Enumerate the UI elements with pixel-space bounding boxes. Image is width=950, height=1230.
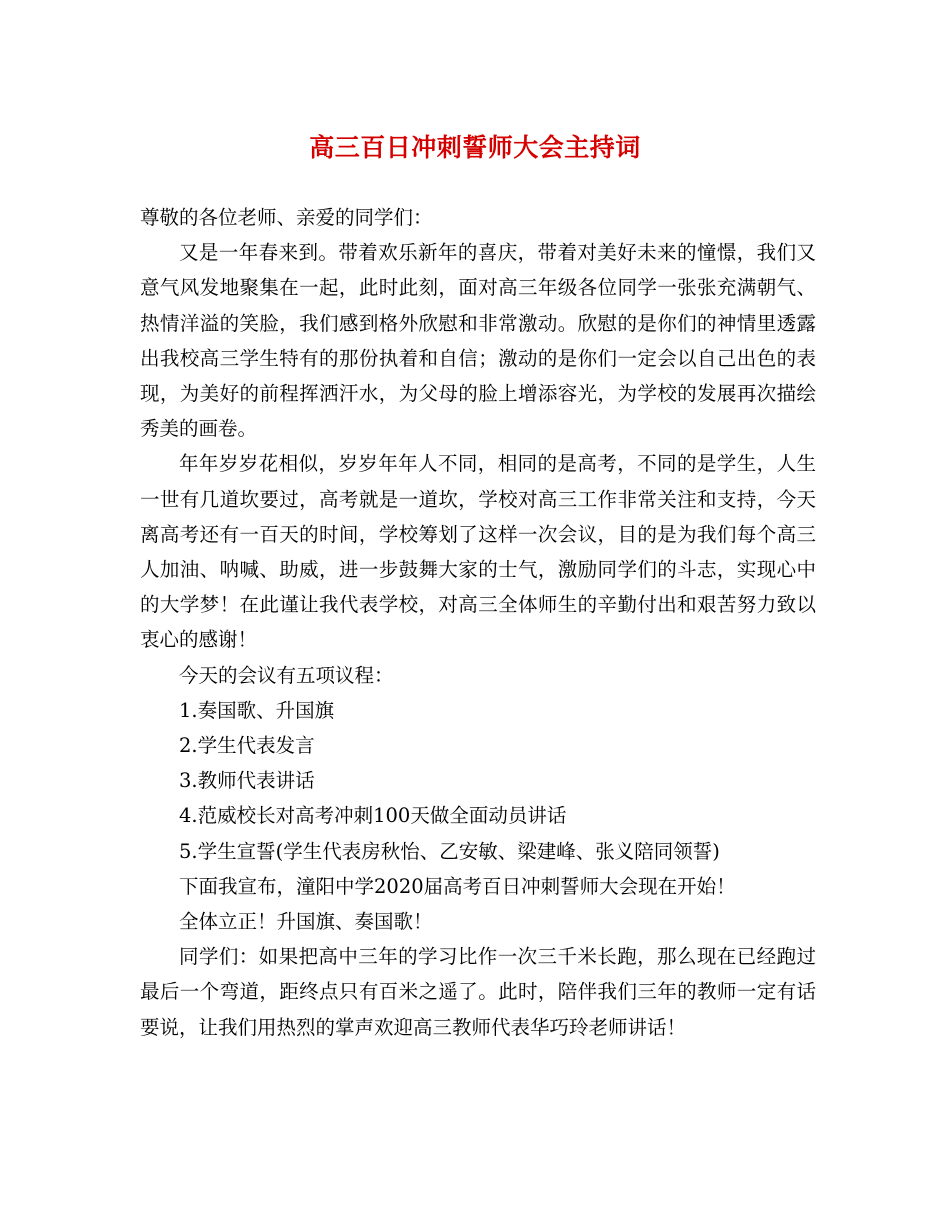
command: 全体立正！升国旗、奏国歌！ bbox=[179, 910, 433, 934]
agenda-item: 2.学生代表发言 bbox=[179, 734, 315, 758]
announcement: 下面我宣布，潼阳中学2020届高考百日冲刺誓师大会现在开始！ bbox=[179, 874, 736, 898]
agenda-intro: 今天的会议有五项议程： bbox=[179, 663, 394, 687]
paragraph-opening: 又是一年春来到。带着欢乐新年的喜庆，带着对美好未来的憧憬，我们又意气风发地聚集在一起，此时此刻，面对高三年级各位同学一张张充满朝气、热情洋溢的笑脸，我们感到格外欣慰和非常激动。欣慰的是你们的神情里透露出我校高三学生特有的那份执着和自信；激动的是你们一定会以自己出色的表现，为美好的前程挥洒汗水，为父母的脸上增添容光，为学校的发展再次描绘秀美的画卷。 bbox=[140, 241, 816, 441]
paragraph-gaokao: 年年岁岁花相似，岁岁年年人不同，相同的是高考，不同的是学生，人生一世有几道坎要过，高考就是一道坎，学校对高三工作非常关注和支持，今天离高考还有一百天的时间，学校筹划了这样一次会议，目的是为我们每个高三人加油、呐喊、助威，进一步鼓舞大家的士气，激励同学们的斗志，实现心中的大学梦！在此谨让我代表学校，对高三全体师生的辛勤付出和艰苦努力致以衷心的感谢！ bbox=[140, 452, 816, 652]
agenda-list bbox=[140, 693, 816, 869]
agenda-item: 5.学生宣誓(学生代表房秋怡、乙安敏、梁建峰、张义陪同领誓) bbox=[179, 839, 720, 863]
closing-paragraph: 同学们：如果把高中三年的学习比作一次三千米长跑，那么现在已经跑过最后一个弯道，距终点只有百米之遥了。此时，陪伴我们三年的教师一定有话要说，让我们用热烈的掌声欢迎高三教师代表华巧玲老师讲话！ bbox=[140, 945, 816, 1039]
salutation: 尊敬的各位老师、亲爱的同学们： bbox=[140, 206, 433, 229]
document-title: 高三百日冲刺誓师大会主持词 bbox=[309, 133, 641, 162]
agenda-item: 4.范威校长对高考冲刺100天做全面动员讲话 bbox=[179, 804, 567, 828]
agenda-item: 1.奏国歌、升国旗 bbox=[179, 698, 335, 722]
agenda-item: 3.教师代表讲话 bbox=[179, 769, 315, 793]
document-body bbox=[140, 200, 816, 1045]
